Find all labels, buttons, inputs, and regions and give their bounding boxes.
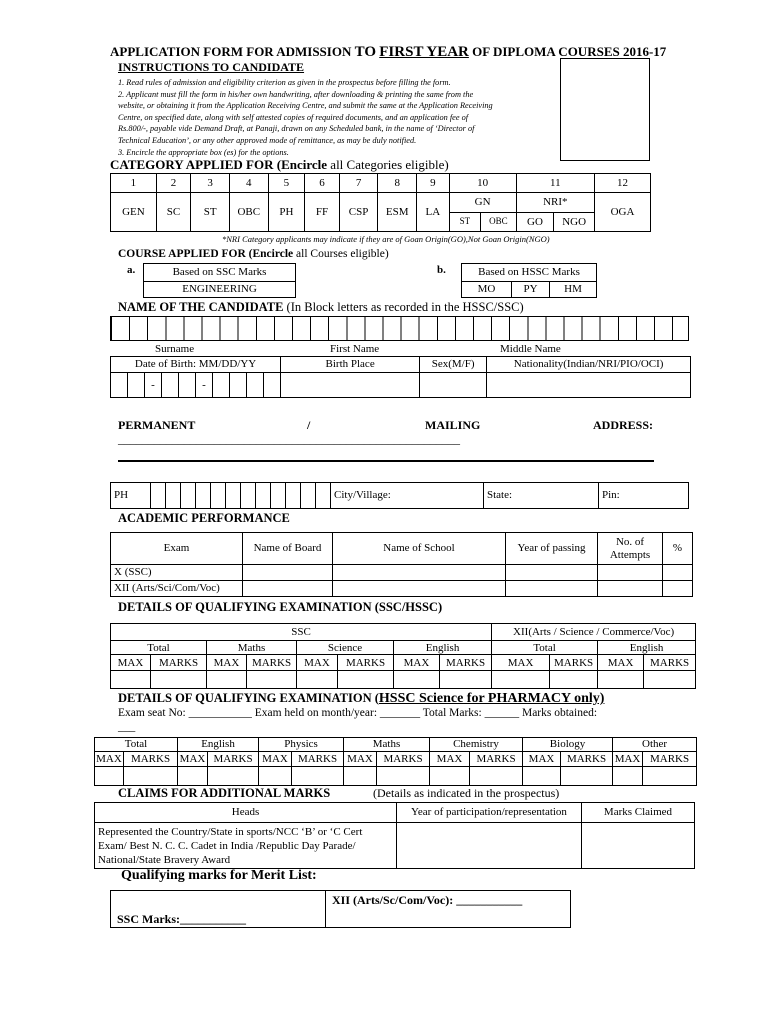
exam-details-line[interactable]: Exam seat No: ___________ Exam held on month/year: _______ Total Marks: ______ Marks obtained: bbox=[118, 707, 598, 719]
ph-digit[interactable] bbox=[301, 483, 316, 509]
merit-ssc[interactable]: SSC Marks:___________ bbox=[117, 912, 247, 926]
course-heading bbox=[118, 248, 389, 260]
dob-digit[interactable] bbox=[230, 373, 247, 398]
ph-digit[interactable] bbox=[241, 483, 256, 509]
instructions-heading: INSTRUCTIONS TO CANDIDATE bbox=[118, 60, 305, 74]
cell[interactable] bbox=[470, 767, 523, 786]
ph-digit[interactable] bbox=[196, 483, 211, 509]
instruction-line: website, or obtaining it from the Application Receiving Centre, and submit the same at the Application Receiving bbox=[118, 101, 493, 111]
marks-label: MARKS bbox=[470, 752, 523, 767]
dob-digit[interactable] bbox=[179, 373, 196, 398]
dob-digit[interactable] bbox=[264, 373, 281, 398]
category-heading bbox=[110, 157, 449, 173]
max-label: MAX bbox=[430, 752, 470, 767]
marks-label: MARKS bbox=[440, 655, 492, 670]
col-school: Name of School bbox=[333, 533, 506, 565]
first-name-label: First Name bbox=[330, 343, 380, 355]
address-label: ADDRESS: bbox=[593, 418, 654, 432]
cat-num-12: 12 bbox=[594, 174, 650, 193]
claims-col-heads: Heads bbox=[95, 803, 397, 823]
instruction-line: Rs.800/-, payable vide Demand Draft, at Panaji, drawn on any Scheduled bank, in the name of ‘Director of bbox=[118, 124, 475, 134]
dob-separator: - bbox=[196, 373, 213, 398]
merit-xii[interactable]: XII (Arts/Sc/Com/Voc): ___________ bbox=[332, 893, 523, 907]
exam-details-line2[interactable]: ___ bbox=[118, 721, 136, 733]
col-year: Year of passing bbox=[506, 533, 598, 565]
col-attempts-line2: Attempts bbox=[609, 548, 651, 561]
course-b-label: b. bbox=[437, 264, 446, 276]
address-slash: / bbox=[307, 418, 311, 432]
claims-year-field[interactable] bbox=[397, 823, 582, 869]
dob-label: Date of Birth: MM/DD/YY bbox=[111, 357, 281, 373]
max-label: MAX bbox=[492, 655, 550, 670]
category-heading-rest: all Categories eligible) bbox=[330, 157, 449, 172]
row-xii-label: XII (Arts/Sci/Com/Voc) bbox=[111, 581, 243, 597]
instruction-line: Centre, on specified date, along with self attested copies of required documents, and an application fee of bbox=[118, 112, 469, 122]
cat-nri[interactable]: NRI* bbox=[516, 193, 594, 212]
cell[interactable] bbox=[377, 767, 430, 786]
claims-description bbox=[95, 823, 397, 869]
qualifying-heading: DETAILS OF QUALIFYING EXAMINATION (SSC/HSSC) bbox=[118, 600, 443, 614]
ph-digit[interactable] bbox=[211, 483, 226, 509]
cat-num-7: 7 bbox=[339, 174, 378, 193]
cat-nri-ngo[interactable]: NGO bbox=[554, 212, 595, 231]
cell[interactable] bbox=[208, 767, 259, 786]
max-label: MAX bbox=[96, 752, 122, 765]
cat-num-10: 10 bbox=[449, 174, 516, 193]
cat-esm[interactable]: ESM bbox=[378, 193, 417, 232]
row-ssc-label: X (SSC) bbox=[111, 565, 243, 581]
dob-digit[interactable] bbox=[213, 373, 230, 398]
course-ssc-label: Based on SSC Marks bbox=[144, 264, 296, 282]
subj-english: English bbox=[394, 641, 492, 655]
sex-label: Sex(M/F) bbox=[420, 357, 487, 373]
ph-digit[interactable] bbox=[166, 483, 181, 509]
claims-note: (Details as indicated in the prospectus) bbox=[373, 786, 560, 800]
title-to: TO bbox=[354, 44, 377, 60]
phone-city-table bbox=[110, 482, 689, 509]
claims-col-year: Year of participation/representation bbox=[397, 803, 582, 823]
cat-gn-obc[interactable]: OBC bbox=[481, 212, 517, 231]
col-board: Name of Board bbox=[243, 533, 333, 565]
cell[interactable] bbox=[598, 670, 644, 688]
cell[interactable] bbox=[151, 670, 207, 688]
cell[interactable] bbox=[111, 670, 151, 688]
ssc-header: SSC bbox=[111, 624, 492, 641]
cell[interactable] bbox=[333, 581, 506, 597]
cat-gn-st[interactable]: ST bbox=[449, 212, 481, 231]
nri-note: *NRI Category applicants may indicate if they are of Goan Origin(GO),Not Goan Origin(NGO) bbox=[222, 234, 550, 244]
cell[interactable] bbox=[333, 565, 506, 581]
state-field[interactable]: State: bbox=[484, 483, 599, 509]
cell[interactable] bbox=[561, 767, 613, 786]
cell[interactable] bbox=[207, 670, 247, 688]
cell[interactable] bbox=[95, 767, 124, 786]
ph-subj-biology: Biology bbox=[523, 738, 613, 752]
pharmacy-heading bbox=[118, 691, 604, 707]
cell[interactable] bbox=[394, 670, 440, 688]
course-hssc-table bbox=[461, 263, 597, 298]
instruction-line: 2. Applicant must fill the form in his/her own handwriting, after downloading & printing the same from the bbox=[118, 89, 474, 99]
cat-st[interactable]: ST bbox=[191, 193, 230, 232]
cell[interactable] bbox=[598, 565, 663, 581]
merit-divider bbox=[325, 890, 326, 928]
max-label: MAX bbox=[111, 655, 151, 670]
max-label: MAX bbox=[178, 752, 208, 767]
cell[interactable] bbox=[523, 767, 561, 786]
cell[interactable] bbox=[259, 767, 292, 786]
claims-table bbox=[94, 802, 695, 869]
cat-csp[interactable]: CSP bbox=[339, 193, 378, 232]
cell[interactable] bbox=[598, 581, 663, 597]
instruction-line: Technical Education’, or any other approved mode of remittance, as may be duly notified. bbox=[118, 135, 417, 145]
marks-label: MARKS bbox=[644, 655, 696, 670]
max-label: MAX bbox=[523, 752, 561, 767]
academic-heading: ACADEMIC PERFORMANCE bbox=[118, 511, 290, 525]
cat-sc[interactable]: SC bbox=[156, 193, 191, 232]
cat-num-2: 2 bbox=[156, 174, 191, 193]
pharmacy-table bbox=[94, 737, 697, 786]
nationality-label: Nationality(Indian/NRI/PIO/OCI) bbox=[487, 357, 691, 373]
marks-label: MARKS bbox=[377, 752, 430, 767]
cell[interactable] bbox=[613, 767, 643, 786]
cell[interactable] bbox=[492, 670, 550, 688]
title-suffix: OF DIPLOMA COURSES 2016-17 bbox=[472, 44, 667, 59]
claims-line: National/State Bravery Award bbox=[98, 853, 231, 866]
col-percent: % bbox=[663, 533, 693, 565]
subj-xii-total: Total bbox=[492, 641, 598, 655]
max-label: MAX bbox=[598, 655, 644, 670]
cell[interactable] bbox=[178, 767, 208, 786]
permanent-label: PERMANENT bbox=[118, 418, 196, 432]
claims-marks-field[interactable] bbox=[582, 823, 695, 869]
course-mo[interactable]: MO bbox=[462, 282, 512, 298]
course-heading-rest: all Courses eligible) bbox=[296, 248, 389, 260]
cat-ff[interactable]: FF bbox=[305, 193, 340, 232]
subj-total: Total bbox=[111, 641, 207, 655]
cell[interactable] bbox=[338, 670, 394, 688]
ph-subj-maths: Maths bbox=[344, 738, 430, 752]
subj-maths: Maths bbox=[207, 641, 297, 655]
marks-label: MARKS bbox=[124, 752, 178, 767]
ph-subj-other: Other bbox=[613, 738, 697, 752]
name-heading bbox=[118, 300, 524, 315]
subj-xii-english: English bbox=[598, 641, 696, 655]
marks-label: MARKS bbox=[151, 655, 207, 670]
ph-digit[interactable] bbox=[286, 483, 301, 509]
dob-digit[interactable] bbox=[162, 373, 179, 398]
cell[interactable] bbox=[430, 767, 470, 786]
course-py[interactable]: PY bbox=[512, 282, 550, 298]
cat-num-8: 8 bbox=[378, 174, 417, 193]
ph-digit[interactable] bbox=[226, 483, 241, 509]
name-heading-rest: (In Block letters as recorded in the HSSC/SSC) bbox=[286, 300, 524, 314]
cell[interactable] bbox=[243, 565, 333, 581]
cat-gn[interactable]: GN bbox=[449, 193, 516, 212]
cell[interactable] bbox=[506, 581, 598, 597]
address-underline[interactable]: _________________________________________________________ bbox=[118, 432, 460, 446]
ph-subj-total: Total bbox=[95, 738, 178, 752]
merit-heading: Qualifying marks for Merit List: bbox=[121, 868, 317, 883]
cell[interactable] bbox=[643, 767, 697, 786]
course-a-label: a. bbox=[127, 264, 136, 276]
max-label: MAX bbox=[297, 655, 338, 670]
dob-digit[interactable] bbox=[128, 373, 145, 398]
xii-header: XII(Arts / Science / Commerce/Voc) bbox=[492, 624, 696, 641]
cat-num-9: 9 bbox=[417, 174, 450, 193]
cell[interactable] bbox=[297, 670, 338, 688]
pharmacy-heading-underlined: HSSC Science for PHARMACY only) bbox=[378, 691, 605, 706]
ph-digit[interactable] bbox=[151, 483, 166, 509]
qualifying-table bbox=[110, 623, 696, 689]
claims-line: Exam/ Best N. C. C. Cadet in India /Republic Day Parade/ bbox=[98, 839, 356, 852]
title-first-year: FIRST YEAR bbox=[379, 44, 469, 60]
cat-gen[interactable]: GEN bbox=[111, 193, 157, 232]
cell[interactable] bbox=[247, 670, 297, 688]
col-attempts-line1: No. of bbox=[615, 536, 645, 549]
claims-heading: CLAIMS FOR ADDITIONAL MARKS bbox=[118, 786, 331, 800]
middle-name-label: Middle Name bbox=[500, 343, 561, 355]
nationality-field[interactable] bbox=[487, 373, 691, 398]
cell[interactable] bbox=[124, 767, 178, 786]
birth-place-field[interactable] bbox=[281, 373, 420, 398]
cat-la[interactable]: LA bbox=[417, 193, 450, 232]
name-letter-boxes[interactable] bbox=[110, 316, 689, 341]
dob-separator: - bbox=[145, 373, 162, 398]
instructions-text bbox=[118, 77, 558, 158]
ph-subj-chemistry: Chemistry bbox=[430, 738, 523, 752]
max-label: MAX bbox=[394, 655, 440, 670]
max-label: MAX bbox=[344, 752, 377, 767]
cat-num-4: 4 bbox=[229, 174, 268, 193]
pin-field[interactable]: Pin: bbox=[599, 483, 689, 509]
col-attempts bbox=[598, 533, 663, 565]
cell[interactable] bbox=[506, 565, 598, 581]
course-heading-bold: COURSE APPLIED FOR (Encircle bbox=[118, 248, 294, 260]
ph-label: PH bbox=[111, 483, 151, 509]
course-hssc-label: Based on HSSC Marks bbox=[462, 264, 597, 282]
claims-line: Represented the Country/State in sports/NCC ‘B’ or ‘C Cert bbox=[98, 825, 363, 838]
title-prefix: APPLICATION FORM FOR ADMISSION bbox=[110, 44, 352, 59]
cell[interactable] bbox=[344, 767, 377, 786]
marks-label: MARKS bbox=[561, 752, 613, 767]
academic-table bbox=[110, 532, 693, 597]
mailing-label: MAILING bbox=[425, 418, 481, 432]
cat-nri-go[interactable]: GO bbox=[516, 212, 554, 231]
marks-label: MARKS bbox=[292, 752, 344, 767]
city-field[interactable]: City/Village: bbox=[331, 483, 484, 509]
cell[interactable] bbox=[550, 670, 598, 688]
cell[interactable] bbox=[243, 581, 333, 597]
ph-subj-english: English bbox=[178, 738, 259, 752]
cat-num-1: 1 bbox=[111, 174, 157, 193]
instruction-line: 3. Encircle the appropriate box (es) for the options. bbox=[118, 147, 289, 157]
ph-digit[interactable] bbox=[316, 483, 331, 509]
address-line[interactable] bbox=[118, 460, 654, 462]
surname-label: Surname bbox=[155, 343, 195, 355]
ph-digit[interactable] bbox=[181, 483, 196, 509]
claims-col-marks: Marks Claimed bbox=[582, 803, 695, 823]
marks-label: MARKS bbox=[247, 655, 297, 670]
marks-label: MARKS bbox=[338, 655, 394, 670]
sex-field[interactable] bbox=[420, 373, 487, 398]
cell[interactable] bbox=[292, 767, 344, 786]
cat-num-6: 6 bbox=[305, 174, 340, 193]
marks-label: MARKS bbox=[208, 752, 259, 767]
pharmacy-heading-prefix: DETAILS OF QUALIFYING EXAMINATION ( bbox=[118, 691, 379, 705]
col-exam: Exam bbox=[111, 533, 243, 565]
course-engineering[interactable]: ENGINEERING bbox=[144, 282, 296, 298]
cat-ph[interactable]: PH bbox=[268, 193, 305, 232]
cat-num-11: 11 bbox=[516, 174, 594, 193]
cell[interactable] bbox=[663, 565, 693, 581]
ph-subj-physics: Physics bbox=[259, 738, 344, 752]
category-heading-bold: CATEGORY APPLIED FOR (Encircle bbox=[110, 157, 328, 172]
cell[interactable] bbox=[644, 670, 696, 688]
category-table bbox=[110, 173, 651, 232]
cell[interactable] bbox=[440, 670, 492, 688]
course-ssc-table bbox=[143, 263, 296, 298]
ph-digit[interactable] bbox=[271, 483, 286, 509]
dob-table bbox=[110, 356, 691, 398]
marks-label: MARKS bbox=[550, 655, 598, 670]
cat-num-3: 3 bbox=[191, 174, 230, 193]
course-hm[interactable]: HM bbox=[550, 282, 597, 298]
cell[interactable] bbox=[663, 581, 693, 597]
birth-place-label: Birth Place bbox=[281, 357, 420, 373]
marks-label: MARKS bbox=[643, 752, 697, 767]
cat-oga[interactable]: OGA bbox=[594, 193, 650, 232]
subj-science: Science bbox=[297, 641, 394, 655]
cat-num-5: 5 bbox=[268, 174, 305, 193]
photo-box[interactable] bbox=[560, 58, 650, 161]
ph-digit[interactable] bbox=[256, 483, 271, 509]
max-label: MAX bbox=[613, 752, 643, 767]
max-label: MAX bbox=[207, 655, 247, 670]
max-label: MAX bbox=[259, 752, 292, 767]
dob-digit[interactable] bbox=[111, 373, 128, 398]
dob-digit[interactable] bbox=[247, 373, 264, 398]
instruction-line: 1. Read rules of admission and eligibility criterion as given in the prospectus before filling the form. bbox=[118, 78, 451, 87]
name-heading-bold: NAME OF THE CANDIDATE bbox=[118, 300, 284, 314]
cat-obc[interactable]: OBC bbox=[229, 193, 268, 232]
